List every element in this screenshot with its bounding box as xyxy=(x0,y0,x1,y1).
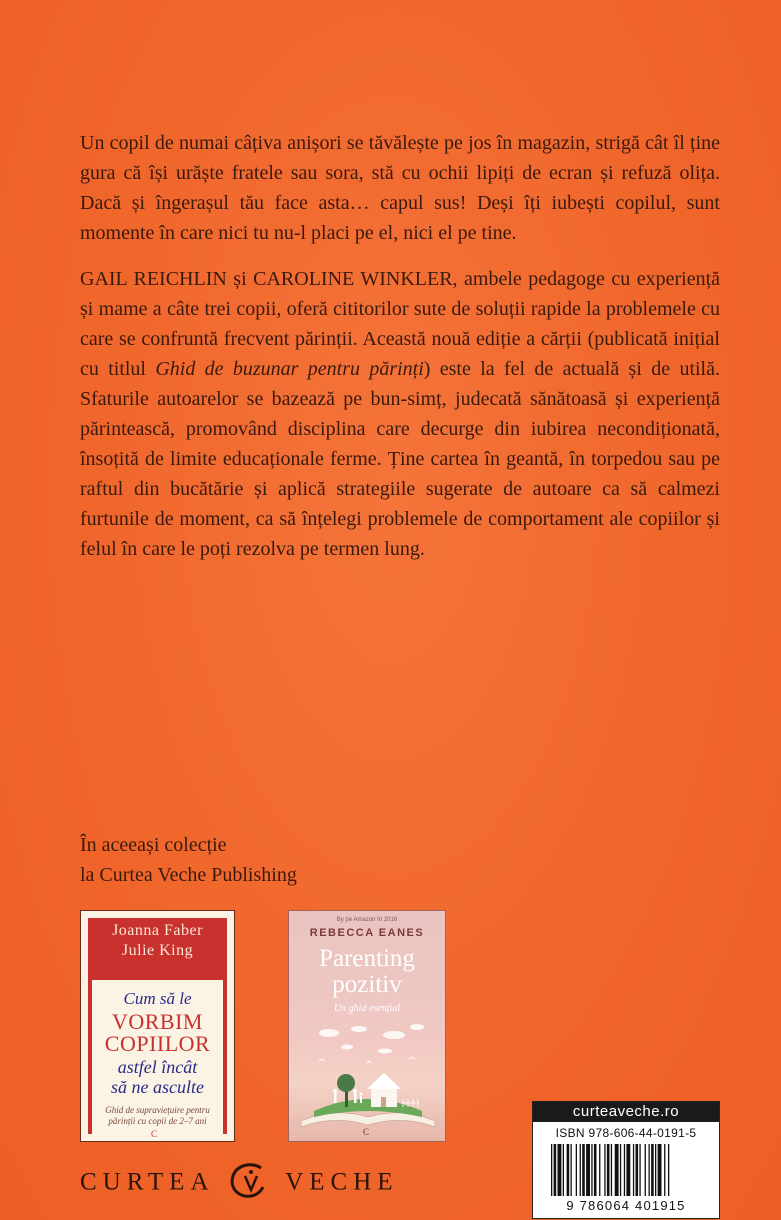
book1-author-2: Julie King xyxy=(121,942,194,959)
book-cover-vorbim-copiilor xyxy=(80,910,235,1142)
book2-title-line-1: Parenting xyxy=(319,945,415,972)
book2-subtitle: Un ghid esențial xyxy=(333,1003,401,1014)
book2-publisher-mark: C xyxy=(363,1127,370,1137)
original-title-italic: Ghid de buzunar pentru părinți xyxy=(155,358,424,380)
publisher-name-right: VECHE xyxy=(285,1168,399,1196)
blurb-paragraph-2 xyxy=(80,264,720,564)
book2-author: REBECCA EANES xyxy=(309,927,425,939)
publisher-logo xyxy=(80,1168,399,1200)
book1-title-line-3: COPIILOR xyxy=(104,1031,211,1056)
book1-title-line-2: VORBIM xyxy=(111,1009,203,1034)
barcode-icon xyxy=(549,1144,705,1198)
book-cover-parenting-pozitiv xyxy=(288,910,446,1142)
blurb-text xyxy=(80,128,720,580)
blurb-p2-start: GAIL REICHLIN și CAROLINE WINKLER, ambele pedagoge cu experiență și mame a câte trei copii, oferă cititorilor sute de soluții rapide la problemele cu care se confruntă frecvent părinții. Această nouă ediție a cărții (publicată inițial cu titlul xyxy=(80,268,720,380)
isbn-barcode-box xyxy=(532,1101,720,1219)
blurb-p2-end: ) este la fel de actuală și de utilă. Sfaturile autoarelor se bazează pe bun-simț, judecată sănătoasă și experiență părintească, promovând disciplina care decurge din iubirea necondiționată, însoțită de limite educaționale ferme. Ține cartea în geantă, în torpedou sau pe raftul din bucătărie și aplică strategiile sugerate de autoare ca să calmezi furtunile de moment, ca să înțelegi problemele de comportament ale copiilor și felul în care le poți rezolva pe termen lung. xyxy=(80,358,720,560)
book1-author-1: Joanna Faber xyxy=(112,922,203,939)
barcode-digits: 9 786064 401915 xyxy=(566,1198,686,1213)
book1-subtitle: Ghid de supraviețuire pentru părinții cu copii de 2–7 ani xyxy=(105,1105,210,1126)
collection-heading xyxy=(80,830,297,890)
book2-tagline: By pe Amazon în 2016 xyxy=(336,917,398,923)
collection-line-1: În aceeași colecție xyxy=(80,834,227,856)
collection-line-2: la Curtea Veche Publishing xyxy=(80,864,297,886)
book1-title-line-1: Cum să le xyxy=(123,989,192,1008)
publisher-website: curteaveche.ro xyxy=(533,1102,719,1122)
book1-publisher-mark: C xyxy=(151,1129,158,1139)
book1-title-line-4: astfel încât xyxy=(117,1057,198,1077)
book1-authors xyxy=(81,921,234,961)
publisher-name-left: CURTEA xyxy=(80,1168,214,1196)
curtea-veche-emblem-icon xyxy=(227,1160,271,1200)
blurb-paragraph-1: Un copil de numai câțiva anișori se tăvălește pe jos în magazin, strigă cât îl ține gura că își urăște fratele sau sora, stă cu ochii lipiți de ecran și refuză olița. Dacă și îngerașul tău face asta… capul sus! Deși îți iubești copilul, sunt momente în care nici tu nu-l placi pe el, nici el pe tine. xyxy=(80,132,720,244)
isbn-number: ISBN 978-606-44-0191-5 xyxy=(555,1126,697,1140)
book1-title-line-5: să ne asculte xyxy=(111,1077,204,1097)
book2-title-line-2: pozitiv xyxy=(332,971,402,998)
